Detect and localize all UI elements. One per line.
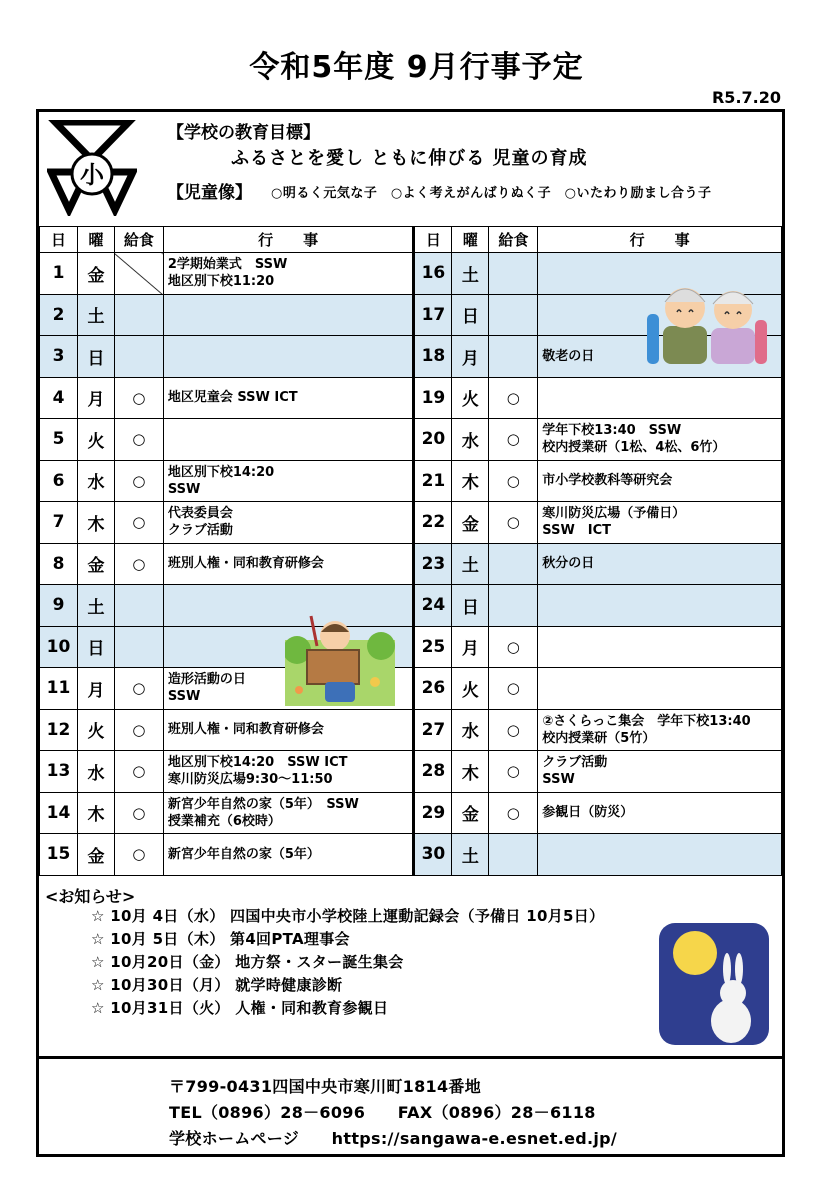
lunch-cell: ○: [114, 377, 163, 419]
event-cell: [163, 294, 414, 336]
lunch-cell: ○: [114, 419, 163, 461]
weekday-cell: 火: [77, 419, 114, 461]
calendar-row: [40, 709, 782, 751]
day-cell: 14: [40, 792, 78, 834]
event-line: 秋分の日: [542, 556, 595, 572]
schedule-frame: [36, 109, 785, 1157]
event-cell: [538, 585, 782, 627]
calendar-row: [40, 419, 782, 461]
goal-text: ふるさとを愛し ともに伸びる 児童の育成: [231, 148, 588, 169]
lunch-cell: ○: [114, 709, 163, 751]
day-cell: 8: [40, 543, 78, 585]
elderly-couple-illustration: [643, 274, 773, 364]
logo-text: 小: [80, 161, 104, 189]
calendar-row: [40, 751, 782, 793]
goal-label: 【学校の教育目標】: [167, 123, 320, 143]
day-cell: 18: [414, 336, 452, 378]
calendar-row: [40, 626, 782, 668]
day-cell: 11: [40, 668, 78, 710]
day-cell: 3: [40, 336, 78, 378]
event-cell: [163, 336, 414, 378]
event-cell: [163, 709, 414, 751]
lunch-cell: ○: [489, 709, 538, 751]
event-line: クラブ活動: [542, 755, 608, 771]
event-line: ②さくらっこ集会 学年下校13:40: [542, 713, 751, 729]
weekday-cell: 木: [452, 751, 489, 793]
lunch-cell: ○: [114, 834, 163, 876]
event-line: 授業補充（6校時）: [167, 813, 281, 829]
col-weekday: 曜: [77, 227, 114, 253]
lunch-cell: ○: [489, 626, 538, 668]
school-logo-icon: [47, 120, 137, 216]
notice-item: ☆ 10月20日（金） 地方祭・スター誕生集会: [91, 953, 404, 971]
day-cell: 29: [414, 792, 452, 834]
col-event: 行 事: [163, 227, 414, 253]
day-cell: 9: [40, 585, 78, 627]
school-address: 〒799-0431四国中央市寒川町1814番地: [169, 1077, 482, 1096]
weekday-cell: 土: [452, 834, 489, 876]
moon-rabbit-illustration: [659, 923, 769, 1045]
event-cell: [538, 792, 782, 834]
lunch-cell: ○: [489, 751, 538, 793]
lunch-cell: ○: [489, 502, 538, 544]
day-cell: 13: [40, 751, 78, 793]
weekday-cell: 金: [452, 792, 489, 834]
event-line: 地区別下校11:20: [167, 274, 275, 290]
weekday-cell: 水: [452, 419, 489, 461]
event-line: 造形活動の日: [167, 672, 246, 688]
event-line: SSW ICT: [542, 523, 612, 539]
lunch-cell: ○: [489, 377, 538, 419]
col-event: 行 事: [538, 227, 782, 253]
event-cell: [163, 419, 414, 461]
lunch-cell: [489, 336, 538, 378]
day-cell: 26: [414, 668, 452, 710]
event-cell: [538, 751, 782, 793]
col-weekday: 曜: [452, 227, 489, 253]
day-cell: 28: [414, 751, 452, 793]
calendar-row: [40, 668, 782, 710]
day-cell: 16: [414, 253, 452, 295]
event-cell: [163, 377, 414, 419]
lunch-cell: ○: [114, 543, 163, 585]
day-cell: 22: [414, 502, 452, 544]
lunch-cell: [114, 585, 163, 627]
lunch-cell: [114, 253, 163, 295]
school-contact-footer: [39, 1058, 782, 1154]
event-line: 地区児童会 SSW ICT: [167, 390, 298, 406]
event-line: 2学期始業式 SSW: [167, 257, 288, 273]
lunch-cell: ○: [489, 668, 538, 710]
lunch-cell: ○: [489, 419, 538, 461]
event-line: 敬老の日: [542, 348, 595, 364]
event-line: 新宮少年自然の家（5年） SSW: [167, 796, 359, 812]
weekday-cell: 木: [77, 502, 114, 544]
weekday-cell: 土: [452, 253, 489, 295]
lunch-cell: [114, 294, 163, 336]
calendar-row: [40, 585, 782, 627]
weekday-cell: 火: [77, 709, 114, 751]
day-cell: 2: [40, 294, 78, 336]
weekday-cell: 日: [77, 336, 114, 378]
weekday-cell: 水: [77, 460, 114, 502]
event-line: SSW: [167, 481, 201, 497]
lunch-cell: [489, 543, 538, 585]
lunch-cell: [489, 294, 538, 336]
event-line: 班別人権・同和教育研修会: [167, 722, 324, 738]
lunch-cell: ○: [489, 460, 538, 502]
event-cell: [538, 626, 782, 668]
day-cell: 19: [414, 377, 452, 419]
lunch-cell: [114, 336, 163, 378]
notice-item: ☆ 10月30日（月） 就学時健康診断: [91, 976, 343, 994]
lunch-cell: ○: [114, 668, 163, 710]
event-cell: [163, 834, 414, 876]
lunch-cell: [114, 626, 163, 668]
day-cell: 30: [414, 834, 452, 876]
event-line: 学年下校13:40 SSW: [542, 423, 682, 439]
col-day: 日: [40, 227, 78, 253]
day-cell: 6: [40, 460, 78, 502]
event-line: 校内授業研（5竹）: [542, 730, 656, 746]
notice-list: [91, 905, 604, 1020]
event-cell: [163, 543, 414, 585]
event-cell: [163, 502, 414, 544]
notice-title: <お知らせ>: [45, 887, 136, 906]
event-cell: [163, 751, 414, 793]
notice-item: ☆ 10月31日（火） 人権・同和教育参観日: [91, 999, 389, 1017]
event-line: SSW: [542, 772, 575, 788]
event-cell: [163, 792, 414, 834]
notice-item: ☆ 10月 4日（水） 四国中央市小学校陸上運動記録会（予備日 10月5日）: [91, 907, 605, 925]
calendar-row: [40, 834, 782, 876]
school-website-link[interactable]: 学校ホームページ https://sangawa-e.esnet.ed.jp/: [169, 1129, 618, 1148]
event-line: 寒川防災広場9:30～11:50: [167, 772, 333, 788]
calendar-row: [40, 543, 782, 585]
page-title: 令和5年度 9月行事予定: [249, 50, 584, 85]
event-line: 校内授業研（1松、4松、6竹）: [542, 440, 726, 456]
event-line: 班別人権・同和教育研修会: [167, 556, 324, 572]
lunch-cell: ○: [114, 502, 163, 544]
weekday-cell: 水: [452, 709, 489, 751]
event-cell: [163, 253, 414, 295]
lunch-cell: ○: [489, 792, 538, 834]
calendar-row: [40, 377, 782, 419]
day-cell: 7: [40, 502, 78, 544]
event-line: 地区別下校14:20 SSW ICT: [167, 755, 348, 771]
day-cell: 15: [40, 834, 78, 876]
weekday-cell: 日: [77, 626, 114, 668]
painting-boy-illustration: [285, 610, 395, 706]
weekday-cell: 月: [452, 336, 489, 378]
event-cell: [538, 709, 782, 751]
weekday-cell: 月: [77, 377, 114, 419]
col-day: 日: [414, 227, 452, 253]
calendar-row: [40, 460, 782, 502]
event-line: クラブ活動: [167, 523, 233, 539]
weekday-cell: 月: [452, 626, 489, 668]
day-cell: 24: [414, 585, 452, 627]
event-cell: [163, 460, 414, 502]
school-goals-header: [39, 112, 782, 229]
weekday-cell: 木: [452, 460, 489, 502]
day-cell: 5: [40, 419, 78, 461]
notice-section: [39, 881, 782, 1059]
event-line: SSW: [167, 689, 201, 705]
event-cell: [538, 668, 782, 710]
lunch-cell: [489, 834, 538, 876]
day-cell: 17: [414, 294, 452, 336]
weekday-cell: 金: [77, 834, 114, 876]
lunch-cell: ○: [114, 460, 163, 502]
col-lunch: 給食: [489, 227, 538, 253]
calendar-header-row: [40, 227, 782, 253]
weekday-cell: 木: [77, 792, 114, 834]
weekday-cell: 日: [452, 294, 489, 336]
lunch-cell: ○: [114, 751, 163, 793]
event-cell: [538, 834, 782, 876]
event-line: 参観日（防災）: [542, 805, 634, 821]
weekday-cell: 土: [77, 585, 114, 627]
lunch-cell: [489, 585, 538, 627]
weekday-cell: 日: [452, 585, 489, 627]
issue-date: R5.7.20: [711, 88, 781, 107]
weekday-cell: 月: [77, 668, 114, 710]
col-lunch: 給食: [114, 227, 163, 253]
event-line: 代表委員会: [167, 506, 233, 522]
weekday-cell: 土: [77, 294, 114, 336]
day-cell: 20: [414, 419, 452, 461]
calendar-row: [40, 792, 782, 834]
day-cell: 27: [414, 709, 452, 751]
day-cell: 23: [414, 543, 452, 585]
student-image-label: 【児童像】: [167, 183, 252, 203]
event-cell: [538, 543, 782, 585]
weekday-cell: 土: [452, 543, 489, 585]
event-line: 新宮少年自然の家（5年）: [167, 846, 320, 862]
event-line: 地区別下校14:20: [167, 464, 275, 480]
day-cell: 10: [40, 626, 78, 668]
weekday-cell: 金: [77, 543, 114, 585]
weekday-cell: 金: [452, 502, 489, 544]
day-cell: 25: [414, 626, 452, 668]
event-cell: [538, 502, 782, 544]
event-cell: [538, 377, 782, 419]
day-cell: 1: [40, 253, 78, 295]
day-cell: 12: [40, 709, 78, 751]
event-line: 寒川防災広場（予備日）: [542, 506, 686, 522]
weekday-cell: 火: [452, 668, 489, 710]
school-phone-fax: TEL（0896）28－6096 FAX（0896）28－6118: [169, 1103, 596, 1122]
day-cell: 4: [40, 377, 78, 419]
day-cell: 21: [414, 460, 452, 502]
event-cell: [538, 460, 782, 502]
lunch-cell: ○: [114, 792, 163, 834]
student-image-items: ○明るく元気な子 ○よく考えがんばりぬく子 ○いたわり励まし合う子: [271, 186, 712, 201]
weekday-cell: 水: [77, 751, 114, 793]
event-cell: [538, 419, 782, 461]
calendar-row: [40, 502, 782, 544]
lunch-cell: [489, 253, 538, 295]
notice-item: ☆ 10月 5日（木） 第4回PTA理事会: [91, 930, 350, 948]
event-line: 市小学校教科等研究会: [542, 473, 673, 489]
weekday-cell: 火: [452, 377, 489, 419]
weekday-cell: 金: [77, 253, 114, 295]
